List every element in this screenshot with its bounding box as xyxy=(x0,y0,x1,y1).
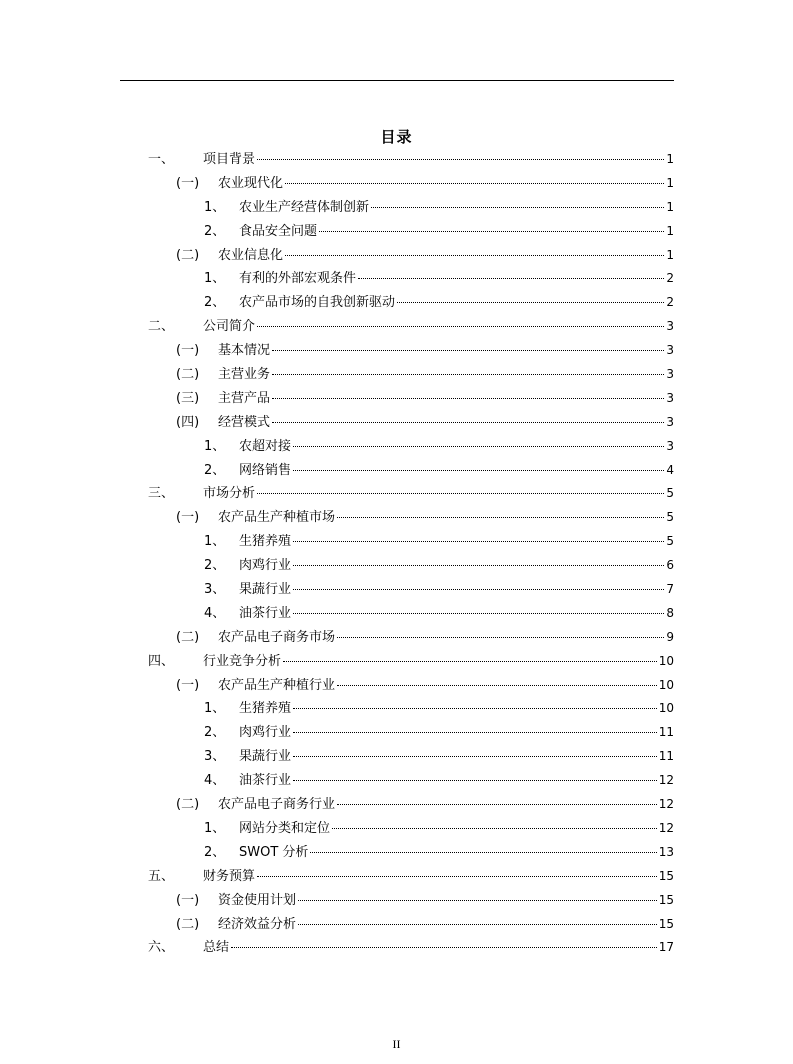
toc-entry-title: 主营业务 xyxy=(218,367,271,383)
toc-entry[interactable] xyxy=(148,745,674,769)
toc-entry[interactable] xyxy=(148,602,674,626)
toc-entry-number: 1、 xyxy=(204,438,226,454)
toc-entry-number: 2、 xyxy=(204,462,226,478)
toc-dot-leader xyxy=(293,732,657,733)
toc-entry-number: 1、 xyxy=(204,271,226,287)
toc-entry-number: 2、 xyxy=(204,558,226,574)
toc-dot-leader xyxy=(293,780,657,781)
toc-entry-title: 资金使用计划 xyxy=(218,892,297,908)
toc-entry-number: 2、 xyxy=(204,295,226,311)
toc-entry-page: 8 xyxy=(666,605,674,620)
toc-dot-leader xyxy=(272,374,664,375)
toc-entry-number: 二、 xyxy=(148,319,175,335)
toc-dot-leader xyxy=(257,159,664,160)
toc-entry-title: 经营模式 xyxy=(218,414,271,430)
toc-entry[interactable] xyxy=(148,387,674,411)
page-number: II xyxy=(392,1037,401,1051)
toc-dot-leader xyxy=(272,398,664,399)
toc-entry[interactable] xyxy=(148,220,674,244)
toc-entry-page: 17 xyxy=(658,940,674,955)
toc-entry-page: 12 xyxy=(658,797,674,812)
toc-dot-leader xyxy=(337,517,664,518)
toc-dot-leader xyxy=(319,231,664,232)
toc-entry-number: 一、 xyxy=(148,152,175,167)
toc-entry-title: 农产品电子商务市场 xyxy=(218,629,336,645)
toc-entry-page: 6 xyxy=(666,558,674,573)
toc-entry-page: 15 xyxy=(658,916,674,931)
toc-entry-title: 基本情况 xyxy=(218,343,271,359)
toc-dot-leader xyxy=(337,685,657,686)
toc-entry[interactable] xyxy=(148,267,674,291)
toc-dot-leader xyxy=(358,278,664,279)
toc-entry[interactable] xyxy=(148,721,674,745)
toc-entry[interactable] xyxy=(148,817,674,841)
toc-entry-title: 财务预算 xyxy=(203,868,256,884)
toc-entry[interactable] xyxy=(148,769,674,793)
toc-entry-title: 公司简介 xyxy=(203,319,256,335)
toc-dot-leader xyxy=(293,565,664,566)
toc-entry-page: 3 xyxy=(666,367,674,382)
toc-dot-leader xyxy=(337,637,664,638)
toc-entry[interactable] xyxy=(148,936,674,960)
toc-entry-number: (四) xyxy=(176,414,200,430)
toc-entry-title: 网站分类和定位 xyxy=(239,820,331,836)
toc-dot-leader xyxy=(272,350,664,351)
toc-dot-leader xyxy=(293,541,664,542)
toc-entry-number: 三、 xyxy=(148,486,175,502)
toc-dot-leader xyxy=(293,613,664,614)
toc-entry[interactable] xyxy=(148,172,674,196)
toc-entry-page: 12 xyxy=(658,773,674,788)
toc-entry[interactable] xyxy=(148,506,674,530)
toc-dot-leader xyxy=(285,183,664,184)
toc-dot-leader xyxy=(231,947,657,948)
toc-entry-number: 2、 xyxy=(204,223,226,239)
toc-entry-page: 5 xyxy=(666,510,674,525)
toc-entry-title: 农超对接 xyxy=(239,438,292,454)
toc-entry-number: (三) xyxy=(176,390,200,406)
toc-dot-leader xyxy=(257,493,664,494)
toc-entry-number: (一) xyxy=(176,677,200,693)
toc-dot-leader xyxy=(397,302,664,303)
toc-entry[interactable] xyxy=(148,530,674,554)
toc-entry[interactable] xyxy=(148,363,674,387)
toc-dot-leader xyxy=(310,852,656,853)
toc-dot-leader xyxy=(337,804,657,805)
toc-entry-title: 果蔬行业 xyxy=(239,582,292,598)
toc-entry-title: 生猪养殖 xyxy=(239,701,292,717)
toc-entry-number: (二) xyxy=(176,916,200,932)
toc-entry[interactable] xyxy=(148,674,674,698)
toc-entry-number: 4、 xyxy=(204,605,226,621)
toc-entry-title: 农产品电子商务行业 xyxy=(218,797,336,813)
header-rule xyxy=(120,80,674,81)
toc-entry-title: 食品安全问题 xyxy=(239,223,318,239)
toc-entry-page: 5 xyxy=(666,486,674,501)
toc-entry-page: 3 xyxy=(666,343,674,358)
toc-entry-title: 经济效益分析 xyxy=(218,916,297,932)
toc-entry-page: 1 xyxy=(666,223,674,238)
toc-entry-number: (一) xyxy=(176,175,200,191)
toc-entry[interactable] xyxy=(148,650,674,674)
toc-dot-leader xyxy=(285,255,664,256)
toc-dot-leader xyxy=(272,422,664,423)
toc-entry-page: 1 xyxy=(666,152,674,166)
toc-entry-page: 5 xyxy=(666,534,674,549)
toc-entry-page: 10 xyxy=(658,701,674,716)
toc-entry-title: 农产品生产种植市场 xyxy=(218,510,336,526)
toc-entry-title: 市场分析 xyxy=(203,486,256,502)
toc-entry[interactable] xyxy=(148,459,674,483)
toc-entry-number: 2、 xyxy=(204,844,226,860)
toc-entry-title: 项目背景 xyxy=(203,152,256,167)
toc-entry[interactable] xyxy=(148,793,674,817)
toc-entry[interactable] xyxy=(148,339,674,363)
toc-dot-leader xyxy=(293,446,664,447)
toc-dot-leader xyxy=(283,661,657,662)
toc-entry-page: 1 xyxy=(666,175,674,190)
toc-entry[interactable] xyxy=(148,626,674,650)
toc-entry-title: 农业信息化 xyxy=(218,247,284,263)
toc-entry-number: (一) xyxy=(176,343,200,359)
toc-entry-number: 1、 xyxy=(204,534,226,550)
toc-entry[interactable] xyxy=(148,482,674,506)
toc-dot-leader xyxy=(257,876,657,877)
toc-entry-title: 肉鸡行业 xyxy=(239,558,292,574)
toc-entry-title: 农产品市场的自我创新驱动 xyxy=(239,295,396,311)
toc-dot-leader xyxy=(298,924,657,925)
toc-entry-page: 2 xyxy=(666,295,674,310)
toc-entry-page: 10 xyxy=(658,653,674,668)
toc-entry-number: (二) xyxy=(176,797,200,813)
table-of-contents xyxy=(148,148,674,960)
toc-entry-number: 2、 xyxy=(204,725,226,741)
toc-entry-page: 3 xyxy=(666,414,674,429)
toc-entry[interactable] xyxy=(148,315,674,339)
toc-entry-number: 3、 xyxy=(204,749,226,765)
toc-entry-page: 15 xyxy=(658,868,674,883)
toc-entry-title: 油茶行业 xyxy=(239,773,292,789)
toc-entry-title: 农业现代化 xyxy=(218,175,284,191)
toc-entry[interactable] xyxy=(148,578,674,602)
toc-entry-page: 11 xyxy=(658,725,674,740)
toc-dot-leader xyxy=(293,708,657,709)
toc-entry-number: 1、 xyxy=(204,701,226,717)
toc-entry-page: 3 xyxy=(666,319,674,334)
toc-entry-title: 行业竞争分析 xyxy=(203,653,282,669)
toc-entry-number: (二) xyxy=(176,367,200,383)
toc-entry[interactable] xyxy=(148,889,674,913)
toc-entry[interactable] xyxy=(148,148,674,172)
toc-dot-leader xyxy=(332,828,657,829)
toc-entry-title: 肉鸡行业 xyxy=(239,725,292,741)
toc-entry[interactable] xyxy=(148,697,674,721)
toc-entry[interactable] xyxy=(148,865,674,889)
toc-entry-title: 网络销售 xyxy=(239,462,292,478)
toc-entry[interactable] xyxy=(148,913,674,937)
toc-entry-title: 果蔬行业 xyxy=(239,749,292,765)
toc-entry-page: 7 xyxy=(666,582,674,597)
toc-entry-page: 1 xyxy=(666,247,674,262)
toc-entry[interactable] xyxy=(148,841,674,865)
toc-entry-title: 生猪养殖 xyxy=(239,534,292,550)
toc-entry[interactable] xyxy=(148,244,674,268)
toc-dot-leader xyxy=(257,326,664,327)
toc-entry-title: 农产品生产种植行业 xyxy=(218,677,336,693)
toc-entry-page: 15 xyxy=(658,892,674,907)
toc-dot-leader xyxy=(293,589,664,590)
toc-entry-title: SWOT 分析 xyxy=(239,844,309,860)
toc-entry-page: 4 xyxy=(666,462,674,477)
toc-entry-page: 3 xyxy=(666,390,674,405)
toc-entry-page: 9 xyxy=(666,629,674,644)
toc-entry[interactable] xyxy=(148,554,674,578)
toc-entry[interactable] xyxy=(148,196,674,220)
toc-entry-number: 六、 xyxy=(148,940,175,956)
toc-dot-leader xyxy=(298,900,657,901)
toc-entry-page: 13 xyxy=(658,844,674,859)
toc-dot-leader xyxy=(293,470,664,471)
toc-entry-number: 五、 xyxy=(148,868,175,884)
toc-entry-number: (一) xyxy=(176,892,200,908)
toc-entry-title: 农业生产经营体制创新 xyxy=(239,199,370,215)
toc-entry-number: 4、 xyxy=(204,773,226,789)
toc-entry-title: 总结 xyxy=(203,940,230,956)
toc-entry-page: 10 xyxy=(658,677,674,692)
toc-entry-title: 油茶行业 xyxy=(239,605,292,621)
toc-entry-number: (一) xyxy=(176,510,200,526)
toc-entry-title: 有利的外部宏观条件 xyxy=(239,271,357,287)
toc-entry[interactable] xyxy=(148,411,674,435)
toc-entry-page: 12 xyxy=(658,820,674,835)
toc-entry-number: (二) xyxy=(176,247,200,263)
toc-entry-number: 3、 xyxy=(204,582,226,598)
toc-entry-page: 2 xyxy=(666,271,674,286)
toc-entry-number: 1、 xyxy=(204,199,226,215)
toc-entry-page: 11 xyxy=(658,749,674,764)
toc-entry-page: 1 xyxy=(666,199,674,214)
toc-title: 目录 xyxy=(380,128,413,146)
toc-entry-number: (二) xyxy=(176,629,200,645)
toc-entry-number: 四、 xyxy=(148,653,175,669)
toc-dot-leader xyxy=(293,756,657,757)
toc-dot-leader xyxy=(371,207,664,208)
toc-entry[interactable] xyxy=(148,435,674,459)
toc-entry-page: 3 xyxy=(666,438,674,453)
toc-entry-title: 主营产品 xyxy=(218,390,271,406)
toc-entry-number: 1、 xyxy=(204,820,226,836)
toc-entry[interactable] xyxy=(148,291,674,315)
